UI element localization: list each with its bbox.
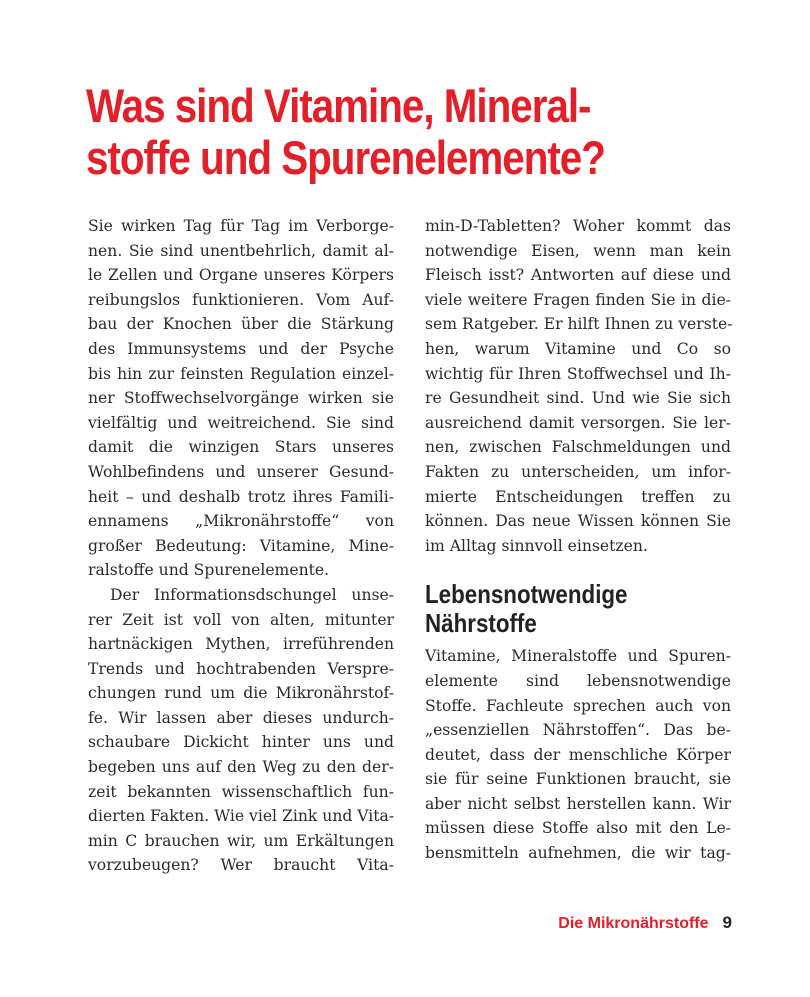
text-line: „essenziellen Nährstoffen“. Das be- xyxy=(425,721,731,740)
page-title-line-1: Was sind Vitamine, Mineral- xyxy=(86,79,591,132)
text-line: wichtig für Ihren Stoffwechsel und Ih- xyxy=(425,364,731,383)
page-number: 9 xyxy=(722,913,732,932)
text-line: ennamens „Mikronährstoffe“ von xyxy=(88,512,394,531)
text-line: sem Ratgeber. Er hilft Ihnen zu verste- xyxy=(425,315,733,334)
text-line: bis hin zur feinsten Regulation einzel- xyxy=(88,364,394,383)
text-line: Vitamine, Mineralstoffe und Spuren- xyxy=(425,647,731,666)
text-line: dierten Fakten. Wie viel Zink und Vita- xyxy=(88,807,395,826)
text-line: chungen rund um die Mikronährstof- xyxy=(88,684,394,703)
text-line: rer Zeit ist voll von alten, mitunter xyxy=(88,610,394,629)
text-line: bau der Knochen über die Stärkung xyxy=(88,315,394,334)
text-line: min C brauchen wir, um Erkältungen xyxy=(88,831,394,850)
text-line: ralstoffe und Spurenelemente. xyxy=(88,561,330,580)
section-heading-line-2: Nährstoffe xyxy=(425,608,537,639)
text-line: des Immunsystems und der Psyche xyxy=(88,339,394,358)
text-line: damit die winzigen Stars unseres xyxy=(88,438,394,457)
text-line: notwendige Eisen, wenn man kein xyxy=(425,241,731,260)
text-line: fe. Wir lassen aber dieses undurch- xyxy=(88,708,394,727)
text-line: mierte Entscheidungen treffen zu xyxy=(425,487,731,506)
text-line: großer Bedeutung: Vitamine, Mine- xyxy=(88,536,394,555)
page-title-line-2: stoffe und Spurenelemente? xyxy=(86,131,605,184)
text-line: min-D-Tabletten? Woher kommt das xyxy=(425,217,731,235)
text-line: Wohlbefindens und unserer Gesund- xyxy=(88,462,394,481)
text-line: ner Stoffwechselvorgänge wirken sie xyxy=(88,389,394,408)
text-line: im Alltag sinnvoll einsetzen. xyxy=(425,536,648,555)
page-title xyxy=(86,80,654,184)
text-line: nen. Sie sind unentbehrlich, damit al- xyxy=(88,241,394,260)
text-line: Stoffe. Fachleute sprechen auch von xyxy=(425,696,731,715)
text-line: begeben uns auf den Weg zu den der- xyxy=(88,758,394,777)
text-line: aber nicht selbst herstellen kann. Wir xyxy=(425,794,731,813)
text-line: Sie wirken Tag für Tag im Verborge- xyxy=(88,217,394,235)
text-line: viele weitere Fragen finden Sie in die- xyxy=(425,290,731,309)
text-line: deutet, dass der menschliche Körper xyxy=(425,745,731,764)
running-footer-section: Die Mikronährstoffe xyxy=(558,915,709,932)
text-line: hartnäckigen Mythen, irreführenden xyxy=(88,635,394,654)
page-footer xyxy=(558,913,732,933)
text-line: nen, zwischen Falschmeldungen und xyxy=(425,438,731,457)
section-heading-line-1: Lebensnotwendige xyxy=(425,579,628,610)
text-line: ausreichend damit versorgen. Sie ler- xyxy=(425,413,731,432)
text-line: zeit bekannten wissenschaftlich fun- xyxy=(88,782,394,801)
text-line: le Zellen und Organe unseres Körpers xyxy=(88,266,394,285)
text-line: hen, warum Vitamine und Co so xyxy=(425,339,731,358)
text-line: müssen diese Stoffe also mit den Le- xyxy=(425,819,731,838)
text-line: re Gesundheit sind. Und wie Sie sich xyxy=(425,389,731,408)
left-column xyxy=(88,214,394,878)
text-line: vielfältig und weitreichend. Sie sind xyxy=(88,413,394,432)
text-line: reibungslos funktionieren. Vom Auf- xyxy=(88,290,394,309)
section-heading xyxy=(425,580,688,638)
text-line: Fakten zu unterscheiden, um infor- xyxy=(425,462,731,481)
text-line: Der Informationsdschungel unse- xyxy=(110,585,394,604)
text-line: elemente sind lebensnotwendige xyxy=(425,671,731,690)
text-line: Fleisch isst? Antworten auf diese und xyxy=(425,266,731,285)
text-line: bensmitteln aufnehmen, die wir tag- xyxy=(425,844,731,863)
text-line: sie für seine Funktionen braucht, sie xyxy=(425,770,731,789)
text-line: können. Das neue Wissen können Sie xyxy=(425,512,731,531)
text-line: vorzubeugen? Wer braucht Vita- xyxy=(88,856,394,875)
text-line: Trends und hochtrabenden Verspre- xyxy=(88,659,394,678)
text-line: heit – und deshalb trotz ihres Famili- xyxy=(88,487,394,506)
text-line: schaubare Dickicht hinter uns und xyxy=(88,733,394,752)
right-column xyxy=(425,214,731,866)
